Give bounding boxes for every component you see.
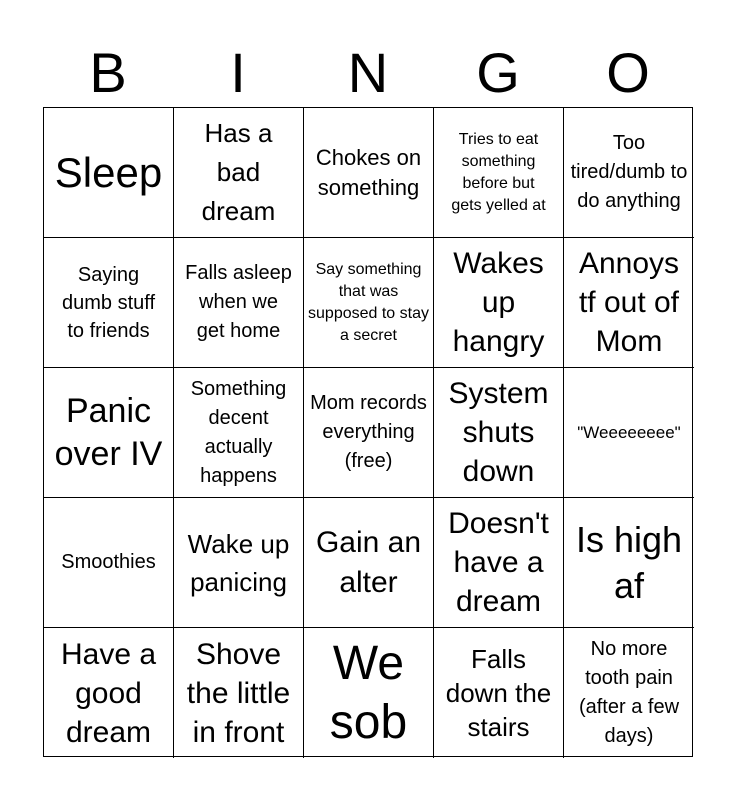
cell-text: Annoys tf out of Mom [578,247,680,358]
bingo-cell[interactable] [434,238,564,368]
header-letter-i: I [230,41,246,104]
cell-text: Gain an alter [315,525,422,599]
cell-text: System shuts down [448,377,549,488]
cell-text: We sob [329,637,408,749]
cell-text: "Weeeeeeee" [577,423,681,442]
cell-text: Panic over IV [54,391,163,473]
header-letter-o: O [606,41,650,104]
cell-text: Tries to eat something before but gets yelled at [451,130,546,214]
header-letter-n: N [347,41,389,104]
cell-text: Have a good dream [60,637,157,749]
bingo-cell[interactable] [174,108,304,238]
bingo-cell[interactable] [304,498,434,628]
bingo-cell[interactable] [434,498,564,628]
bingo-cell[interactable] [174,498,304,628]
bingo-cell[interactable] [564,498,694,628]
bingo-cell[interactable] [564,238,694,368]
cell-text: Shove the little in front [186,637,291,749]
cell-text: Saying dumb stuff to friends [61,263,156,342]
bingo-cell[interactable] [44,628,174,758]
cell-text: Wake up panicing [187,528,290,597]
cell-text: Smoothies [61,551,156,573]
cell-text: Is high af [575,518,683,606]
cell-text: No more tooth pain (after a few days) [578,638,680,747]
bingo-cell[interactable] [434,108,564,238]
bingo-header [43,38,693,108]
bingo-cell[interactable] [564,368,694,498]
bingo-cell[interactable] [174,368,304,498]
bingo-cell[interactable] [564,108,694,238]
bingo-cell[interactable] [44,368,174,498]
header-letter-g: G [476,41,520,104]
cell-text: Falls down the stairs [445,644,552,742]
bingo-cell[interactable] [434,628,564,758]
bingo-cell[interactable] [174,628,304,758]
header-letter-b: B [89,41,127,104]
bingo-cell[interactable] [304,238,434,368]
cell-text: Chokes on something [315,144,422,200]
bingo-cell[interactable] [44,498,174,628]
cell-text: Mom records everything (free) [310,392,427,472]
bingo-cell[interactable] [44,238,174,368]
cell-text: Falls asleep when we get home [185,262,292,342]
cell-text: Wakes up hangry [452,247,545,358]
cell-text: Sleep [54,148,163,196]
bingo-cell[interactable] [44,108,174,238]
bingo-cell[interactable] [434,368,564,498]
bingo-cell[interactable] [304,368,434,498]
cell-text: Has a bad dream [201,118,276,226]
cell-text: Something decent actually happens [190,377,287,487]
cell-text: Too tired/dumb to do anything [570,132,688,212]
cell-text: Doesn't have a dream [448,507,549,618]
cell-text: Say something that was supposed to stay a secret [308,260,429,344]
bingo-cell[interactable] [174,238,304,368]
bingo-cell[interactable] [304,628,434,758]
bingo-cell[interactable] [564,628,694,758]
bingo-board [43,107,693,757]
bingo-cell[interactable] [304,108,434,238]
